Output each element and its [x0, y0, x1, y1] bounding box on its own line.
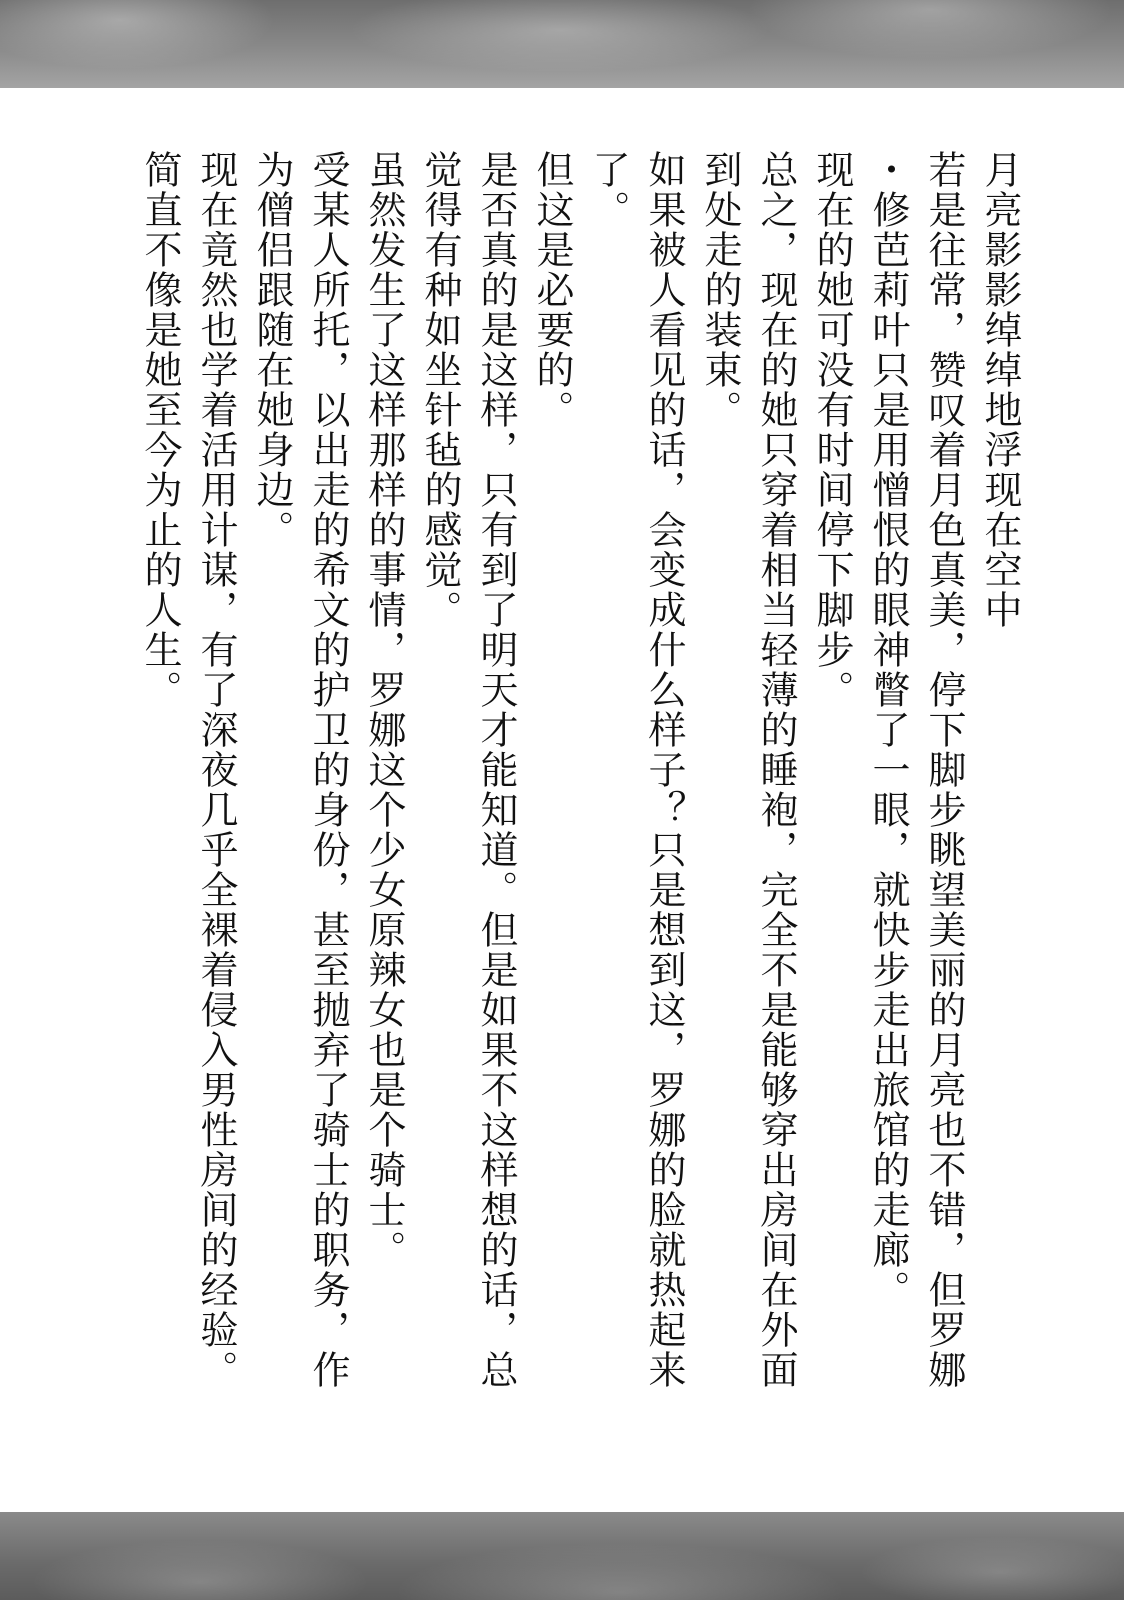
- text-line: 受某人所托，以出走的希文的护卫的身份，甚至抛弃了骑士的职务，作: [306, 150, 350, 1390]
- text-line: 觉得有种如坐针毡的感觉。: [418, 150, 462, 630]
- text-line: 虽然发生了这样那样的事情，罗娜这个少女原辣女也是个骑士。: [362, 150, 406, 1270]
- text-line: 总之，现在的她只穿着相当轻薄的睡袍，完全不是能够穿出房间在外面: [754, 150, 798, 1390]
- text-line: 月亮影影绰绰地浮现在空中: [978, 150, 1022, 630]
- text-line: ・修芭莉叶只是用憎恨的眼神瞥了一眼，就快步走出旅馆的走廊。: [866, 150, 910, 1310]
- bottom-cloud-banner: [0, 1512, 1124, 1600]
- text-line: 若是往常，赞叹着月色真美，停下脚步眺望美丽的月亮也不错，但罗娜: [922, 150, 966, 1390]
- text-line: 是否真的是这样，只有到了明天才能知道。但是如果不这样想的话，总: [474, 150, 518, 1390]
- text-line: 如果被人看见的话，会变成什么样子？只是想到这，罗娜的脸就热起来: [642, 150, 686, 1390]
- text-line: 现在的她可没有时间停下脚步。: [810, 150, 854, 710]
- text-line: 到处走的装束。: [698, 150, 742, 430]
- text-line: 为僧侣跟随在她身边。: [250, 150, 294, 550]
- text-line: 了。: [586, 150, 630, 230]
- text-line: 简直不像是她至今为止的人生。: [138, 150, 182, 710]
- top-cloud-banner: [0, 0, 1124, 88]
- text-line: 现在竟然也学着活用计谋，有了深夜几乎全裸着侵入男性房间的经验。: [194, 150, 238, 1390]
- text-line: 但这是必要的。: [530, 150, 574, 430]
- vertical-text-body: [132, 150, 1028, 1470]
